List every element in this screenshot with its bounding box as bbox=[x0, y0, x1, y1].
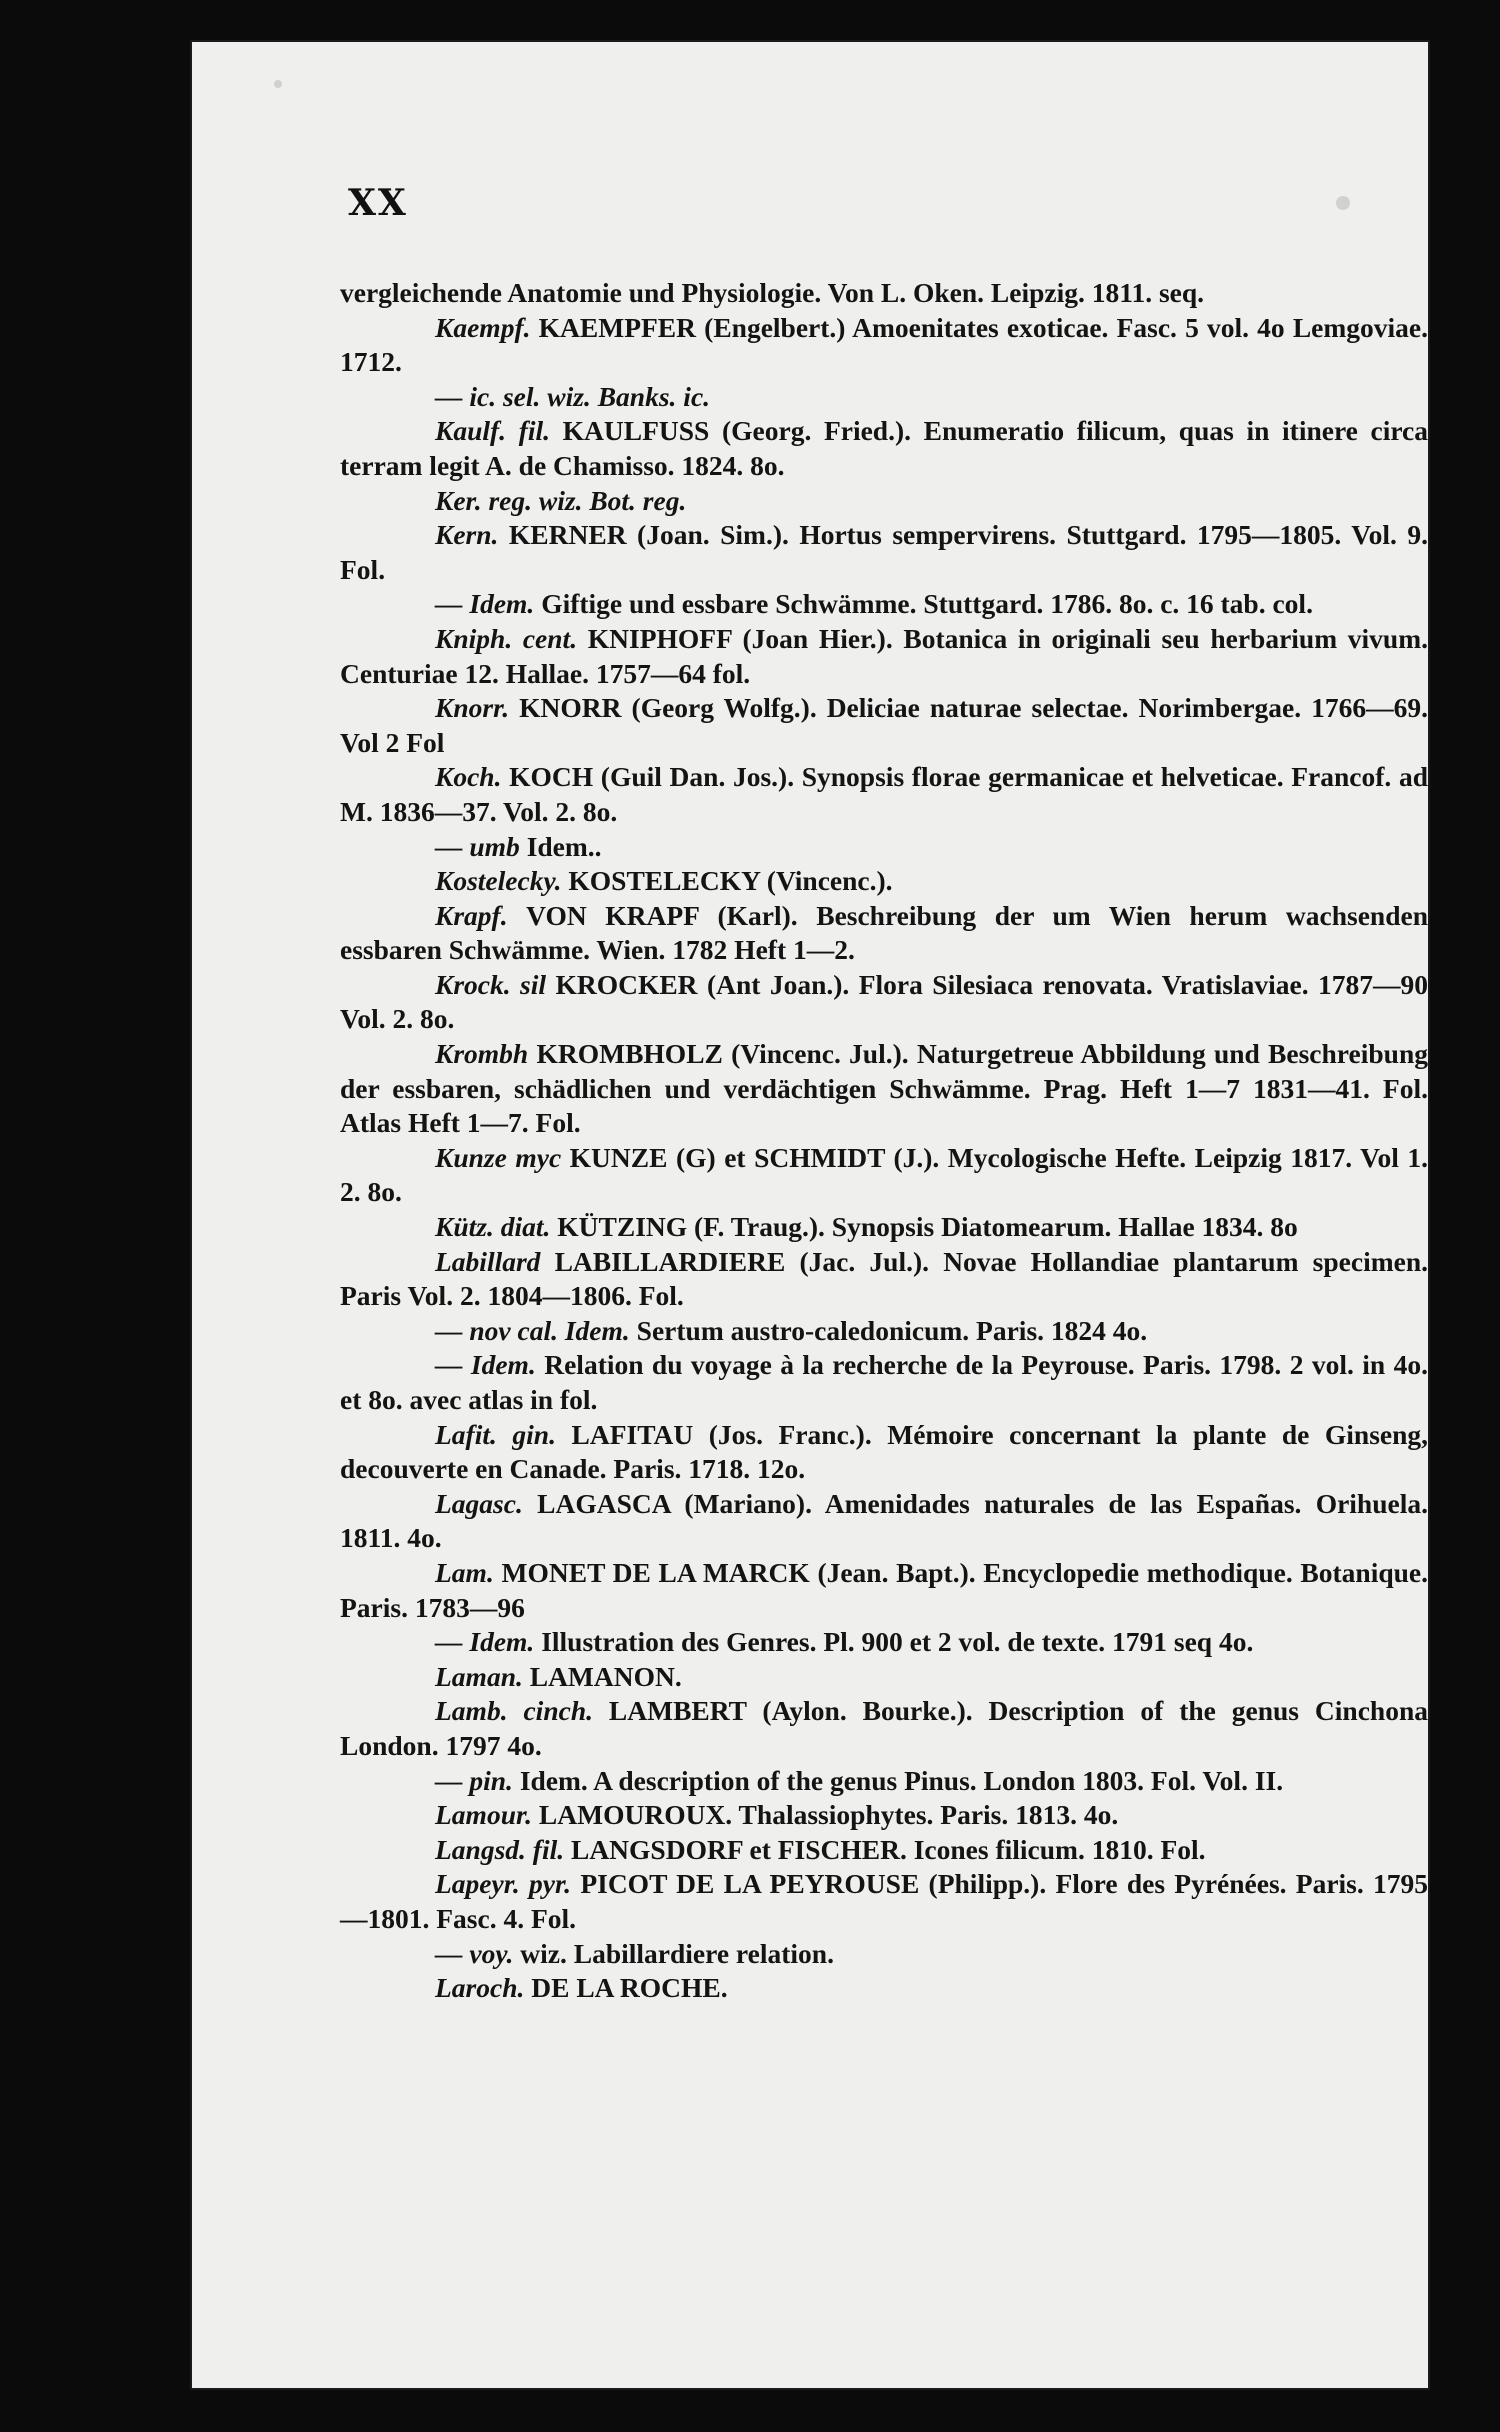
entry-text: VON KRAPF (Karl). Beschreibung der um Wien herum wachsenden essbaren Schwämme. Wien. 1782 Heft 1—2. bbox=[340, 899, 1429, 966]
entry-abbreviation: — voy. bbox=[435, 1937, 514, 1969]
list-item bbox=[340, 1418, 1428, 1487]
entry-abbreviation: Kniph. cent. bbox=[435, 622, 578, 654]
entry-abbreviation: Ker. reg. bbox=[435, 484, 533, 516]
list-item bbox=[340, 691, 1428, 760]
list-item bbox=[340, 1971, 1428, 2006]
list-item bbox=[340, 414, 1428, 483]
entry-abbreviation: Knorr. bbox=[435, 692, 510, 724]
entry-text: wiz. Banks. ic. bbox=[547, 380, 711, 412]
entry-text: KAULFUSS (Georg. Fried.). Enumeratio filicum, quas in itinere circa terram legit A. de Chamisso. 1824. 8o. bbox=[340, 415, 1429, 481]
entry-text: Idem. A description of the genus Pinus. London 1803. Fol. Vol. II. bbox=[519, 1764, 1284, 1796]
list-item bbox=[340, 311, 1428, 380]
list-item bbox=[340, 1660, 1428, 1695]
entry-text: KROMBHOLZ (Vincenc. Jul.). Naturgetreue Abbildung und Beschreibung der essbaren, schädlichen und verdächtigen Schwämme. Prag. Heft 1—7 1831—41. Fol. Atlas Heft 1—7. Fol. bbox=[340, 1038, 1428, 1139]
entry-text: LAMOUROUX. Thalassiophytes. Paris. 1813. 4o. bbox=[538, 1799, 1119, 1831]
list-item bbox=[340, 1314, 1428, 1349]
entry-text: KUNZE (G) et SCHMIDT (J.). Mycologische Hefte. Leipzig 1817. Vol 1. 2. 8o. bbox=[340, 1141, 1428, 1208]
list-item bbox=[340, 1798, 1428, 1833]
paper-stain bbox=[1336, 196, 1350, 210]
entry-abbreviation: Lafit. gin. bbox=[435, 1418, 556, 1450]
entry-abbreviation: — ic. sel. bbox=[435, 380, 541, 412]
entry-text: LAFITAU (Jos. Franc.). Mémoire concernant la plante de Ginseng, decouverte en Canade. Paris. 1718. 12o. bbox=[340, 1418, 1429, 1485]
list-item bbox=[340, 1833, 1428, 1868]
list-item bbox=[340, 1867, 1428, 1936]
entry-abbreviation: Kern. bbox=[435, 519, 499, 551]
bibliography-list bbox=[340, 276, 1428, 2006]
list-item bbox=[340, 484, 1428, 519]
entry-text: PICOT DE LA PEYROUSE (Philipp.). Flore des Pyrénées. Paris. 1795—1801. Fasc. 4. Fol. bbox=[340, 1868, 1429, 1934]
list-item bbox=[340, 276, 1428, 311]
entry-abbreviation: — Idem. bbox=[435, 1349, 536, 1381]
list-item bbox=[340, 1141, 1428, 1210]
entry-abbreviation: Kaulf. fil. bbox=[435, 415, 551, 447]
entry-text: LANGSDORF et FISCHER. Icones filicum. 1810. Fol. bbox=[570, 1833, 1206, 1865]
entry-text: vergleichende Anatomie und Physiologie. Von L. Oken. Leipzig. 1811. seq. bbox=[340, 277, 1205, 308]
entry-abbreviation: Lamour. bbox=[435, 1799, 533, 1831]
entry-text: KERNER (Joan. Sim.). Hortus sempervirens. Stuttgard. 1795—1805. Vol. 9. Fol. bbox=[340, 519, 1428, 585]
entry-abbreviation: Langsd. fil. bbox=[435, 1833, 565, 1865]
entry-text: KROCKER (Ant Joan.). Flora Silesiaca renovata. Vratislaviae. 1787—90 Vol. 2. 8o. bbox=[340, 968, 1428, 1035]
list-item bbox=[340, 1037, 1428, 1141]
entry-abbreviation: Labillard bbox=[435, 1245, 541, 1277]
entry-text: LAGASCA (Mariano). Amenidades naturales de las Españas. Orihuela. 1811. 4o. bbox=[340, 1487, 1428, 1554]
list-item bbox=[340, 587, 1428, 622]
list-item bbox=[340, 518, 1428, 587]
entry-abbreviation: Krock. sil bbox=[435, 968, 547, 1000]
entry-abbreviation: Laman. bbox=[435, 1660, 523, 1692]
list-item bbox=[340, 1487, 1428, 1556]
list-item bbox=[340, 1210, 1428, 1245]
list-item bbox=[340, 968, 1428, 1037]
entry-abbreviation: — umb bbox=[435, 830, 520, 862]
list-item bbox=[340, 864, 1428, 899]
entry-text: DE LA ROCHE. bbox=[531, 1972, 728, 2004]
entry-text: LABILLARDIERE (Jac. Jul.). Novae Hollandiae plantarum specimen. Paris Vol. 2. 1804—1806. Fol. bbox=[340, 1245, 1428, 1312]
entry-text: Sertum austro-caledonicum. Paris. 1824 4o. bbox=[636, 1314, 1148, 1346]
entry-abbreviation: Koch. bbox=[435, 761, 502, 793]
entry-text: KÜTZING (F. Traug.). Synopsis Diatomearum. Hallae 1834. 8o bbox=[557, 1211, 1298, 1243]
entry-abbreviation: Laroch. bbox=[435, 1972, 525, 2004]
entry-text: Giftige und essbare Schwämme. Stuttgard. 1786. 8o. c. 16 tab. col. bbox=[541, 588, 1313, 620]
entry-abbreviation: — nov cal. Idem. bbox=[435, 1314, 630, 1346]
list-item bbox=[340, 1348, 1428, 1417]
list-item bbox=[340, 1556, 1428, 1625]
list-item bbox=[340, 622, 1428, 691]
entry-text: MONET DE LA MARCK (Jean. Bapt.). Encyclopedie methodique. Botanique. Paris. 1783—96 bbox=[340, 1556, 1429, 1623]
entry-abbreviation: Kaempf. bbox=[435, 311, 531, 343]
entry-abbreviation: Kütz. diat. bbox=[435, 1211, 551, 1243]
list-item bbox=[340, 1245, 1428, 1314]
entry-text: LAMANON. bbox=[529, 1660, 682, 1692]
entry-abbreviation: Krombh bbox=[435, 1038, 529, 1070]
list-item bbox=[340, 380, 1428, 415]
entry-abbreviation: Lamb. cinch. bbox=[435, 1695, 593, 1727]
list-item bbox=[340, 1764, 1428, 1799]
entry-text: wiz. Labillardiere relation. bbox=[520, 1937, 834, 1969]
entry-text: KOSTELECKY (Vincenc.). bbox=[568, 865, 893, 897]
paper-stain bbox=[274, 80, 282, 88]
entry-text: Relation du voyage à la recherche de la Peyrouse. Paris. 1798. 2 vol. in 4o. et 8o. avec atlas in fol. bbox=[340, 1349, 1428, 1415]
page-number: XX bbox=[348, 182, 408, 224]
entry-abbreviation: Lam. bbox=[435, 1556, 494, 1588]
entry-text: KNORR (Georg Wolfg.). Deliciae naturae selectae. Norimbergae. 1766—69. Vol 2 Fol bbox=[340, 692, 1429, 758]
list-item bbox=[340, 830, 1428, 865]
list-item bbox=[340, 1937, 1428, 1972]
list-item bbox=[340, 1694, 1428, 1763]
list-item bbox=[340, 760, 1428, 829]
entry-text: LAMBERT (Aylon. Bourke.). Description of the genus Cinchona London. 1797 4o. bbox=[340, 1695, 1428, 1761]
entry-text: Illustration des Genres. Pl. 900 et 2 vol. de texte. 1791 seq 4o. bbox=[541, 1626, 1254, 1658]
entry-abbreviation: Lagasc. bbox=[435, 1487, 523, 1519]
entry-abbreviation: — Idem. bbox=[435, 1626, 535, 1658]
entry-abbreviation: Krapf. bbox=[435, 899, 508, 931]
list-item bbox=[340, 1625, 1428, 1660]
entry-abbreviation: — pin. bbox=[435, 1764, 513, 1796]
entry-text: Idem.. bbox=[526, 830, 602, 862]
entry-abbreviation: Kunze myc bbox=[435, 1141, 562, 1173]
entry-text: wiz. Bot. reg. bbox=[538, 484, 687, 516]
list-item bbox=[340, 899, 1428, 968]
entry-abbreviation: — Idem. bbox=[435, 588, 535, 620]
entry-text: KNIPHOFF (Joan Hier.). Botanica in originali seu herbarium vivum. Centuriae 12. Hallae. 1757—64 fol. bbox=[340, 622, 1429, 689]
entry-abbreviation: Lapeyr. pyr. bbox=[435, 1868, 572, 1900]
entry-text: KOCH (Guil Dan. Jos.). Synopsis florae germanicae et helveticae. Francof. ad M. 1836—37. Vol. 2. 8o. bbox=[340, 761, 1428, 827]
entry-text: KAEMPFER (Engelbert.) Amoenitates exoticae. Fasc. 5 vol. 4o Lemgoviae. 1712. bbox=[340, 311, 1429, 378]
entry-abbreviation: Kostelecky. bbox=[435, 865, 562, 897]
